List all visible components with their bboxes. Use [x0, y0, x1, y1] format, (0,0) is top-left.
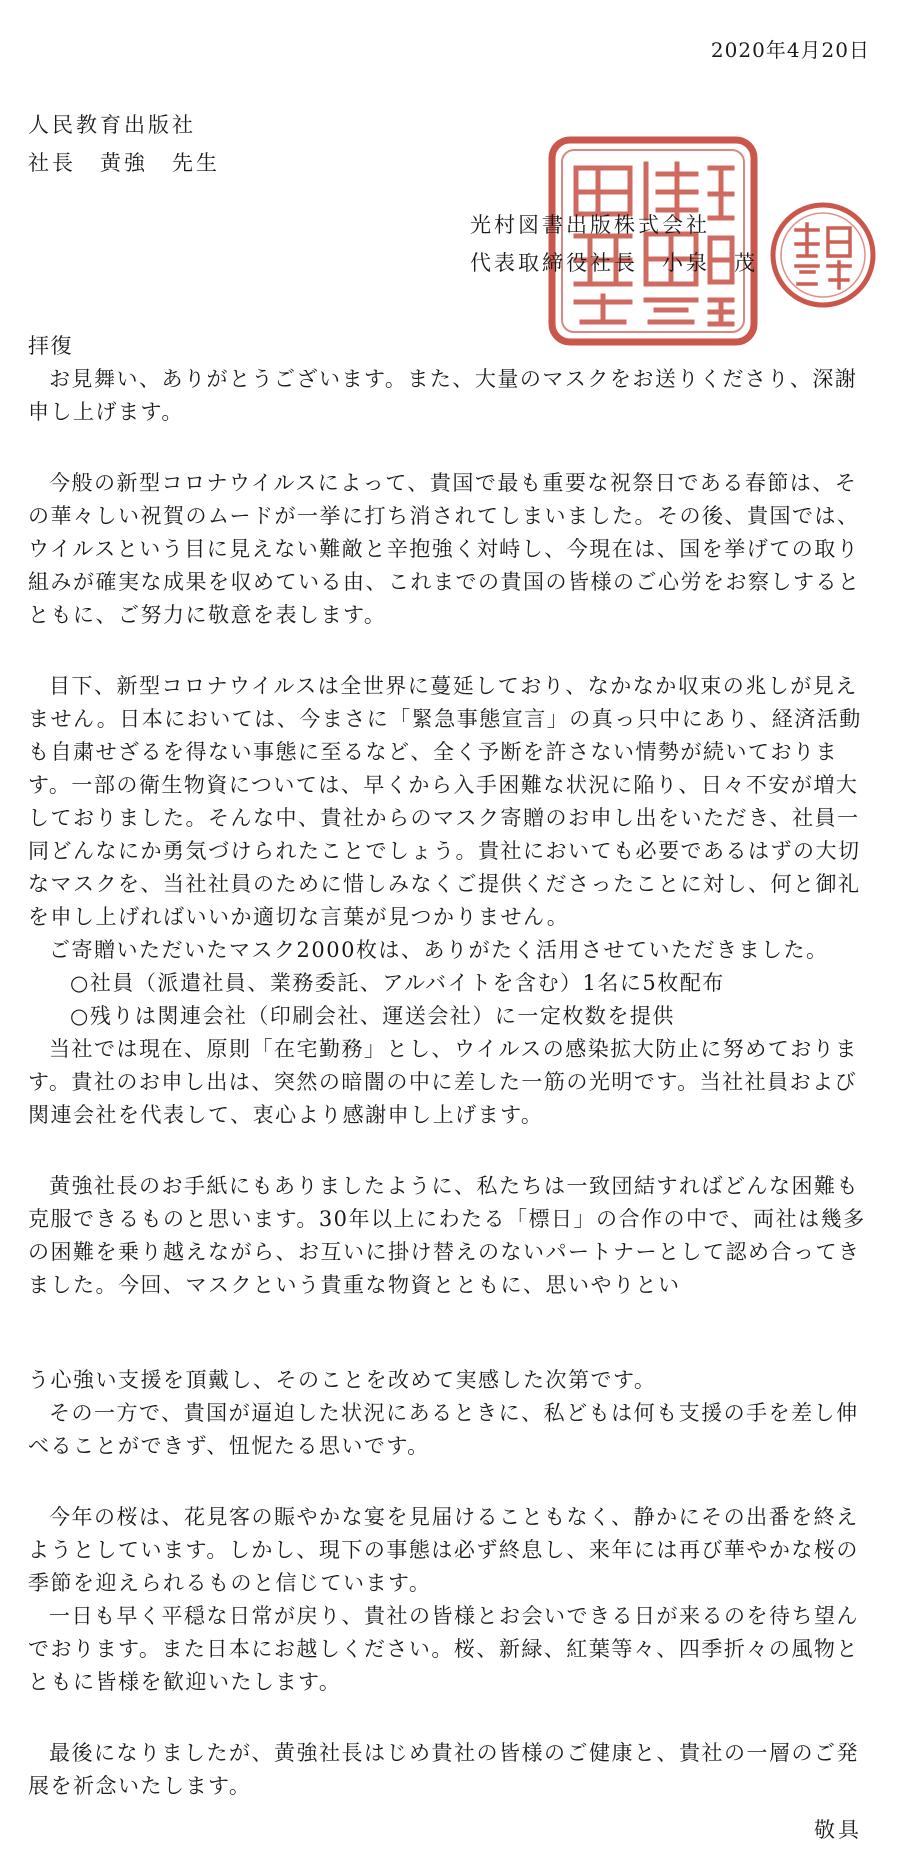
recipient-company: 人民教育出版社	[28, 113, 196, 137]
personal-seal	[768, 200, 878, 310]
greeting: 拝復	[28, 334, 73, 358]
sender-title: 代表取締役社長 小泉 茂	[470, 251, 758, 275]
recipient-title: 社長 黄強 先生	[28, 151, 220, 175]
bullet-2: ○残りは関連会社（印刷会社、運送会社）に一定枚数を提供	[70, 1004, 675, 1028]
paragraph-9: 一日も早く平穏な日常が戻り、貴社の皆様とお会いできる日が来るのを待ち望んでおります。また日本にお越しください。桜、新緑、紅葉等々、四季折々の風物とともに皆様を歓迎いたします。	[28, 1604, 859, 1694]
paragraph-4: ご寄贈いただいたマスク2000枚は、ありがたく活用させていただきました。	[49, 938, 829, 962]
paragraph-3: 目下、新型コロナウイルスは全世界に蔓延しており、なかなか収束の兆しが見えません。日本においては、今まさに「緊急事態宣言」の真っ只中にあり、経済活動も自粛せざるを得ない事態に至るなど、全く予断を許さない情勢が続いております。一部の衛生物資については、早くから入手困難な状況に陥り、日々不安が増大しておりました。そんな中、貴社からのマスク寄贈のお申し出をいただき、社員一同どんなにか勇気づけられたことでしょう。貴社においても必要であるはずの大切なマスクを、当社社員のために惜しみなくご提供くださったことに対し、何と御礼を申し上げればいいか適切な言葉が見つかりません。	[28, 674, 862, 929]
paragraph-1: お見舞い、ありがとうございます。また、大量のマスクをお送りくださり、深謝申し上げます。	[28, 367, 858, 424]
paragraph-7: その一方で、貴国が逼迫した状況にあるときに、私どもは何も支援の手を差し伸べることができず、忸怩たる思いです。	[28, 1401, 859, 1458]
paragraph-6-continued: う心強い支援を頂戴し、そのことを改めて実感した次第です。	[28, 1368, 657, 1392]
closing-remark: 敬具	[814, 1818, 862, 1842]
recipient-block	[28, 106, 220, 182]
letter-body	[28, 330, 876, 1803]
paragraph-5: 当社では現在、原則「在宅勤務」とし、ウイルスの感染拡大防止に努めております。貴社のお申し出は、突然の暗闇の中に差した一筋の光明です。当社社員および関連会社を代表して、衷心より感謝申し上げます。	[28, 1037, 858, 1127]
sender-company: 光村図書出版株式会社	[470, 213, 710, 237]
sender-block	[470, 206, 758, 282]
paragraph-6: 黄強社長のお手紙にもありましたように、私たちは一致団結すればどんな困難も克服できるものと思います。30年以上にわたる「標日」の合作の中で、両社は幾多の困難を乗り越えながら、お互いに掛け替えのないパートナーとして認め合ってきました。今回、マスクという貴重な物資とともに、思いやりとい	[28, 1174, 866, 1297]
paragraph-8: 今年の桜は、花見客の賑やかな宴を見届けることもなく、静かにその出番を終えようとしています。しかし、現下の事態は必ず終息し、来年には再び華やかな桜の季節を迎えられるものと信じています。	[28, 1505, 859, 1595]
bullet-1: ○社員（派遣社員、業務委託、アルバイトを含む）1名に5枚配布	[70, 971, 725, 995]
letter-date: 2020年4月20日	[710, 38, 870, 62]
paragraph-10: 最後になりましたが、黄強社長はじめ貴社の皆様のご健康と、貴社の一層のご発展を祈念いたします。	[28, 1741, 859, 1798]
paragraph-2: 今般の新型コロナウイルスによって、貴国で最も重要な祝祭日である春節は、その華々しい祝賀のムードが一挙に打ち消されてしまいました。その後、貴国では、ウイルスという目に見えない難敵と辛抱強く対峙し、今現在は、国を挙げての取り組みが確実な成果を収めている由、これまでの貴国の皆様のご心労をお察しするとともに、ご努力に敬意を表します。	[28, 471, 861, 627]
